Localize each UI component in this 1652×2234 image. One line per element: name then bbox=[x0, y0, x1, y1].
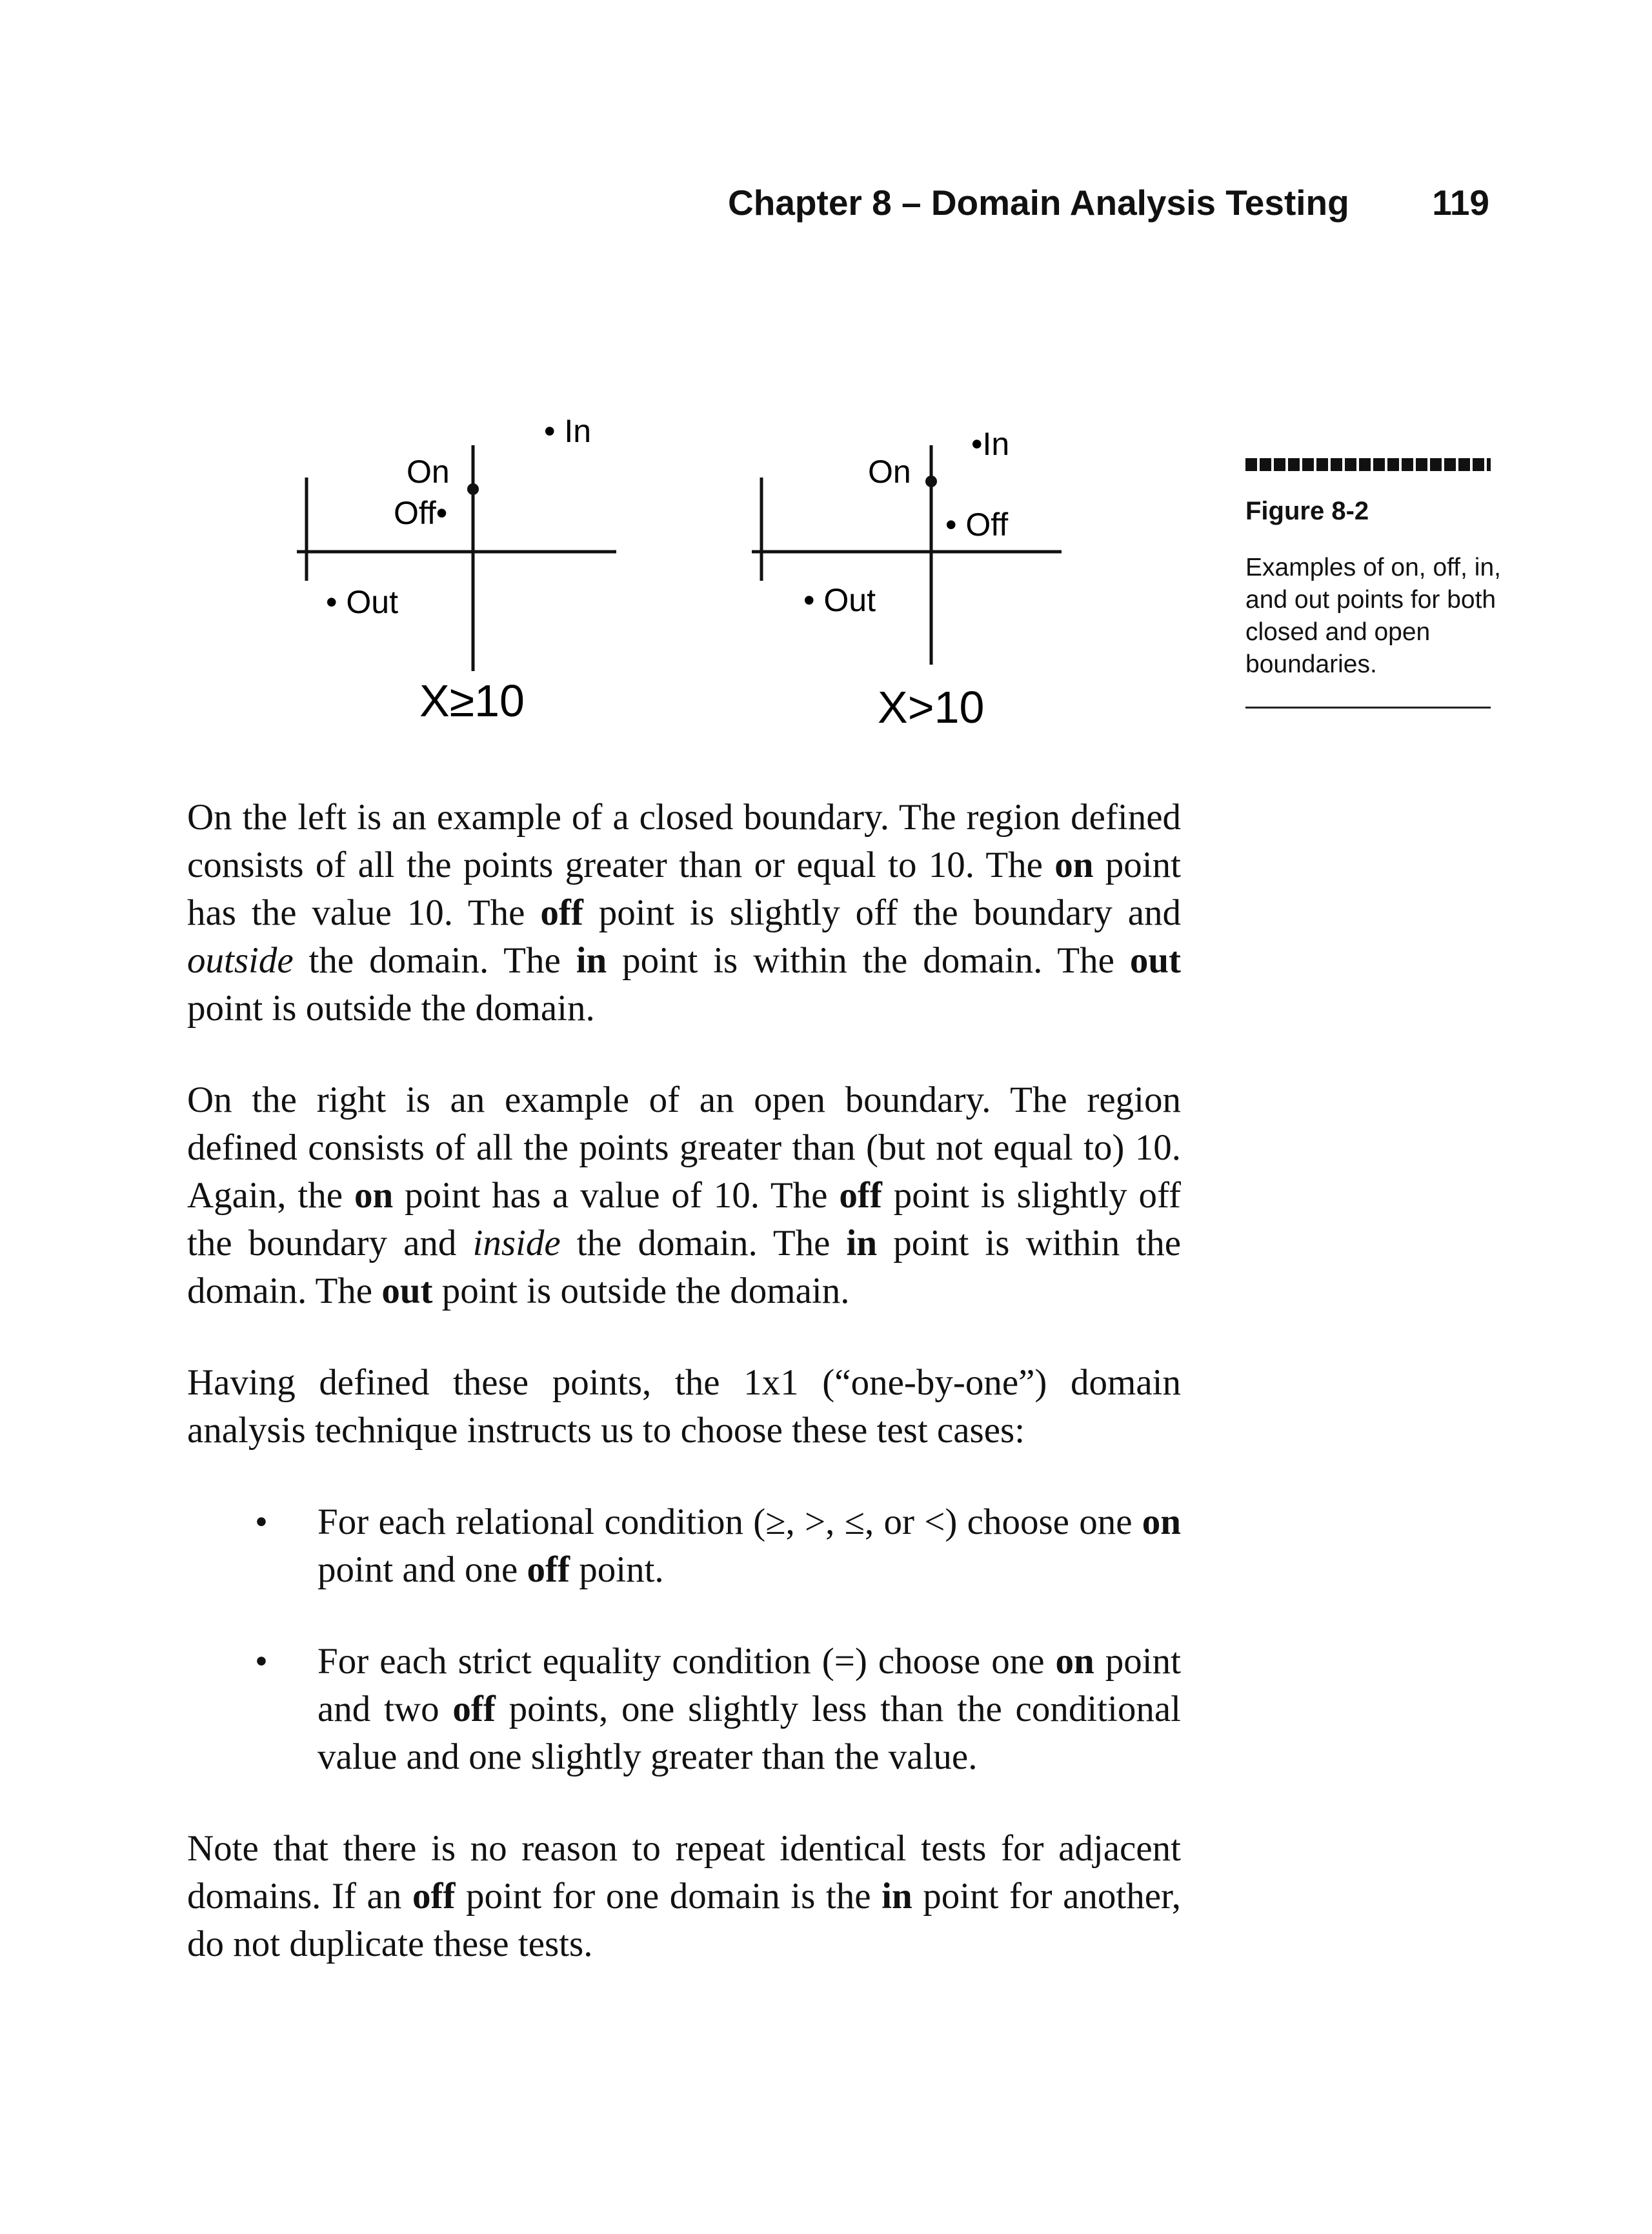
text-run: point has a value of 10. The bbox=[393, 1175, 840, 1216]
bold-term: on bbox=[1055, 1641, 1094, 1682]
left-on-point bbox=[467, 483, 479, 495]
bold-term: off bbox=[839, 1175, 882, 1216]
paragraph-note bbox=[187, 1825, 1181, 1968]
text-run: point is outside the domain. bbox=[432, 1271, 850, 1311]
right-off-label: • Off bbox=[945, 507, 1009, 543]
body-text bbox=[187, 794, 1181, 2012]
text-run: point for another, do not duplicate these tests. bbox=[187, 1876, 1181, 1964]
text-run: point has the value 10. The bbox=[187, 845, 1181, 933]
list-item bbox=[187, 1638, 1181, 1781]
left-diagram bbox=[297, 413, 616, 726]
left-off-label: Off• bbox=[394, 495, 448, 531]
left-out-label: • Out bbox=[326, 584, 398, 620]
paragraph-closed-boundary bbox=[187, 794, 1181, 1032]
figure-label: Figure 8-2 bbox=[1245, 497, 1369, 525]
paragraph-open-boundary bbox=[187, 1076, 1181, 1315]
text-run: point is slightly off the boundary and bbox=[583, 892, 1182, 933]
bold-term: on bbox=[354, 1175, 394, 1216]
figure-8-2-diagram bbox=[284, 407, 1084, 755]
text-run: point is outside the domain. bbox=[187, 988, 595, 1029]
text-run: Note that there is no reason to repeat identical tests for adjacent domains. If an bbox=[187, 1828, 1181, 1917]
text-run: For each relational condition (≥, >, ≤, or <) choose one bbox=[317, 1502, 1142, 1542]
text-run: point is slightly off the boundary and bbox=[187, 1175, 1181, 1263]
page-header bbox=[728, 182, 1489, 234]
bullet-icon: • bbox=[255, 1641, 268, 1682]
text-run: On the right is an example of an open boundary. The region defined consists of all the points greater than (but not equal to) 10. Again, the bbox=[187, 1080, 1181, 1216]
sidebar-bottom-rule bbox=[1245, 707, 1491, 709]
right-on-label: On bbox=[868, 454, 911, 490]
text-run: the domain. The bbox=[293, 940, 576, 981]
text-run: point and two bbox=[317, 1641, 1181, 1729]
text-run: For each strict equality condition (=) choose one bbox=[317, 1641, 1056, 1682]
bold-term: in bbox=[576, 940, 607, 981]
left-on-label: On bbox=[407, 454, 450, 490]
bold-term: out bbox=[381, 1271, 433, 1311]
bold-term: off bbox=[452, 1689, 496, 1729]
page-number: 119 bbox=[1432, 183, 1489, 223]
text-run: point. bbox=[570, 1549, 664, 1590]
bold-term: on bbox=[1054, 845, 1094, 885]
bold-term: in bbox=[881, 1876, 912, 1917]
right-diagram bbox=[752, 426, 1062, 732]
figure-caption: Examples of on, off, in, and out points for both closed and open boundaries. bbox=[1245, 554, 1501, 678]
figure-sidebar bbox=[1245, 458, 1516, 709]
text-run: On the left is an example of a closed boundary. The region defined consists of all the points greater than or equal to 10. The bbox=[187, 797, 1181, 885]
bold-term: out bbox=[1129, 940, 1181, 981]
text-run: point is within the domain. The bbox=[187, 1223, 1182, 1311]
chapter-title: Chapter 8 – Domain Analysis Testing bbox=[728, 183, 1349, 223]
text-run: point and one bbox=[317, 1549, 527, 1590]
right-condition: X>10 bbox=[878, 682, 985, 732]
paragraph-technique: Having defined these points, the 1x1 (“one-by-one”) domain analysis technique instructs us to choose these test cases: bbox=[187, 1362, 1181, 1451]
italic-term: outside bbox=[187, 940, 294, 981]
bullet-icon: • bbox=[255, 1502, 268, 1542]
left-condition: X≥10 bbox=[419, 676, 525, 726]
test-case-list bbox=[187, 1498, 1181, 1781]
list-item bbox=[187, 1498, 1181, 1594]
right-on-point bbox=[925, 476, 937, 487]
sidebar-dotted-rule bbox=[1245, 458, 1491, 471]
left-in-label: • In bbox=[544, 413, 592, 449]
text-run: point is within the domain. The bbox=[607, 940, 1130, 981]
right-in-label: •In bbox=[971, 426, 1010, 462]
bold-term: off bbox=[540, 892, 583, 933]
text-run: point for one domain is the bbox=[455, 1876, 882, 1917]
right-out-label: • Out bbox=[803, 582, 876, 618]
italic-term: inside bbox=[472, 1223, 561, 1263]
bold-term: off bbox=[412, 1876, 456, 1917]
bold-term: on bbox=[1142, 1502, 1181, 1542]
bold-term: in bbox=[846, 1223, 878, 1263]
text-run: points, one slightly less than the conditional value and one slightly greater than the value. bbox=[317, 1689, 1181, 1777]
bold-term: off bbox=[527, 1549, 570, 1590]
text-run: the domain. The bbox=[560, 1223, 847, 1263]
